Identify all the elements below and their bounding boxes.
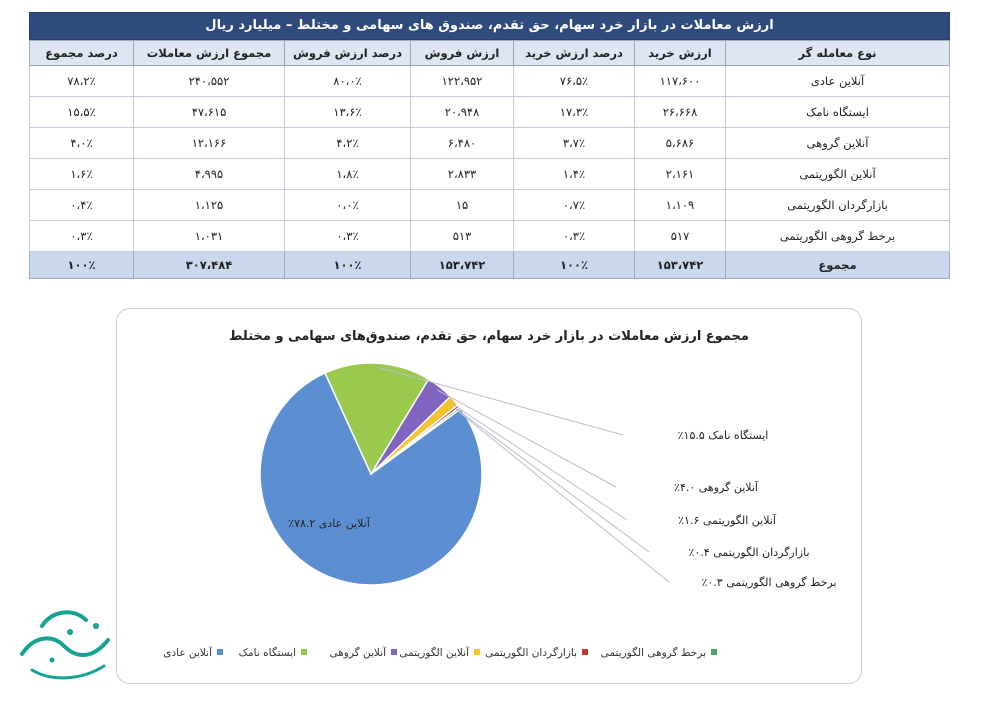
cell-buy-value: ۲۶،۶۶۸ <box>635 97 726 128</box>
cell-total-percent: ۷۸،۲٪ <box>30 66 134 97</box>
cell-trader-type: برخط گروهی الگوریتمی <box>726 221 950 252</box>
legend-swatch <box>391 649 397 655</box>
cell-trader-type: ایستگاه نامک <box>726 97 950 128</box>
legend-swatch <box>711 649 717 655</box>
cell-buy-percent: ۰،۷٪ <box>514 190 635 221</box>
legend-swatch <box>217 649 223 655</box>
cell-total-value: ۱۲،۱۶۶ <box>134 128 285 159</box>
legend-label: برخط گروهی الگوریتمی <box>600 647 706 659</box>
header-sell-value: ارزش فروش <box>411 41 514 66</box>
cell-grand-total-value: ۳۰۷،۴۸۴ <box>134 252 285 279</box>
cell-grand-total-percent: ۱۰۰٪ <box>30 252 134 279</box>
legend-label: آنلاین گروهی <box>329 647 386 659</box>
table-row <box>30 190 950 221</box>
cell-total-label: مجموع <box>726 252 950 279</box>
data-label: بازارگردان الگوریتمی ۰.۴٪ <box>688 546 810 559</box>
header-total-value: مجموع ارزش معاملات <box>134 41 285 66</box>
data-label: آنلاین عادی ۷۸.۲٪ <box>288 517 370 530</box>
legend-label: ایستگاه نامک <box>238 647 296 659</box>
leader-line <box>457 410 669 582</box>
cell-trader-type: آنلاین عادی <box>726 66 950 97</box>
cell-buy-percent: ۷۶،۵٪ <box>514 66 635 97</box>
watermark-logo <box>12 596 124 688</box>
legend-label: آنلاین عادی <box>163 647 212 659</box>
table-row <box>30 66 950 97</box>
cell-total-percent: ۱۵،۵٪ <box>30 97 134 128</box>
cell-trader-type: آنلاین گروهی <box>726 128 950 159</box>
cell-buy-value: ۱۱۷،۶۰۰ <box>635 66 726 97</box>
cell-buy-value: ۵۱۷ <box>635 221 726 252</box>
cell-buy-percent: ۱۷،۳٪ <box>514 97 635 128</box>
cell-total-percent: ۰،۴٪ <box>30 190 134 221</box>
cell-sell-value: ۲،۸۳۳ <box>411 159 514 190</box>
cell-total-value: ۲۴۰،۵۵۲ <box>134 66 285 97</box>
table-section <box>30 12 950 279</box>
cell-sell-percent: ۱۳،۶٪ <box>285 97 411 128</box>
cell-total-sell-value: ۱۵۳،۷۴۲ <box>411 252 514 279</box>
leader-line <box>456 408 649 552</box>
table-row <box>30 159 950 190</box>
cell-total-percent: ۰،۳٪ <box>30 221 134 252</box>
table-total-row <box>30 252 950 279</box>
legend-label: آنلاین الگوریتمی <box>399 647 469 659</box>
cell-total-sell-percent: ۱۰۰٪ <box>285 252 411 279</box>
cell-sell-value: ۶،۴۸۰ <box>411 128 514 159</box>
cell-sell-percent: ۰،۳٪ <box>285 221 411 252</box>
cell-total-percent: ۴،۰٪ <box>30 128 134 159</box>
cell-sell-value: ۱۲۲،۹۵۲ <box>411 66 514 97</box>
table-row <box>30 128 950 159</box>
trading-value-table <box>29 12 950 279</box>
pie-chart <box>117 309 861 683</box>
header-buy-value: ارزش خرید <box>635 41 726 66</box>
table-row <box>30 221 950 252</box>
cell-sell-value: ۱۵ <box>411 190 514 221</box>
cell-sell-value: ۲۰،۹۴۸ <box>411 97 514 128</box>
legend-swatch <box>301 649 307 655</box>
cell-total-percent: ۱،۶٪ <box>30 159 134 190</box>
table-row <box>30 97 950 128</box>
watermark-logo-icon <box>12 596 124 688</box>
cell-buy-value: ۲،۱۶۱ <box>635 159 726 190</box>
cell-sell-percent: ۰،۰٪ <box>285 190 411 221</box>
header-total-percent: درصد مجموع <box>30 41 134 66</box>
header-buy-percent: درصد ارزش خرید <box>514 41 635 66</box>
table-header-row <box>30 41 950 66</box>
data-label: برخط گروهی الگوریتمی ۰.۳٪ <box>701 576 837 589</box>
table-title: ارزش معاملات در بازار خرد سهام، حق تقدم، صندوق های سهامی و مختلط – میلیارد ریال <box>29 12 950 40</box>
header-sell-percent: درصد ارزش فروش <box>285 41 411 66</box>
data-label: آنلاین الگوریتمی ۱.۶٪ <box>678 514 776 527</box>
cell-buy-percent: ۰،۳٪ <box>514 221 635 252</box>
cell-total-value: ۴۷،۶۱۵ <box>134 97 285 128</box>
cell-sell-percent: ۴،۲٪ <box>285 128 411 159</box>
cell-buy-percent: ۳،۷٪ <box>514 128 635 159</box>
legend-swatch <box>474 649 480 655</box>
legend-label: بازارگردان الگوریتمی <box>485 647 577 659</box>
cell-total-buy-percent: ۱۰۰٪ <box>514 252 635 279</box>
cell-sell-value: ۵۱۳ <box>411 221 514 252</box>
header-trader-type: نوع معامله گر <box>726 41 950 66</box>
pie-chart-panel <box>116 308 862 684</box>
data-label: ایستگاه نامک ۱۵.۵٪ <box>677 429 769 442</box>
data-label: آنلاین گروهی ۴.۰٪ <box>674 481 758 494</box>
cell-buy-percent: ۱،۴٪ <box>514 159 635 190</box>
cell-buy-value: ۱،۱۰۹ <box>635 190 726 221</box>
chart-title: مجموع ارزش معاملات در بازار خرد سهام، حق تقدم، صندوق‌های سهامی و مختلط <box>229 329 749 344</box>
cell-total-value: ۴،۹۹۵ <box>134 159 285 190</box>
cell-trader-type: بازارگردان الگوریتمی <box>726 190 950 221</box>
cell-sell-percent: ۸۰،۰٪ <box>285 66 411 97</box>
cell-buy-value: ۵،۶۸۶ <box>635 128 726 159</box>
cell-total-value: ۱،۰۳۱ <box>134 221 285 252</box>
cell-total-value: ۱،۱۲۵ <box>134 190 285 221</box>
cell-total-buy-value: ۱۵۳،۷۴۲ <box>635 252 726 279</box>
cell-trader-type: آنلاین الگوریتمی <box>726 159 950 190</box>
cell-sell-percent: ۱،۸٪ <box>285 159 411 190</box>
legend-swatch <box>582 649 588 655</box>
